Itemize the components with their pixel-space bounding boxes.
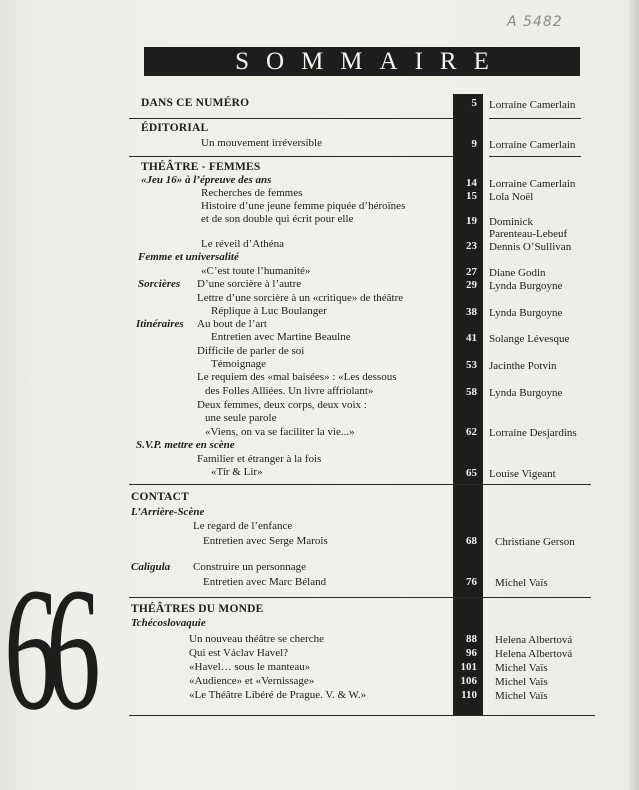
page-number: 65 — [466, 467, 477, 479]
author-name: Lorraine Desjardins — [489, 427, 577, 439]
section-divider — [489, 118, 581, 119]
section-heading-contact: CONTACT — [131, 491, 190, 503]
article-title: Lettre d’une sorcière à un «critique» de théâtre — [197, 292, 404, 304]
page-number: 41 — [466, 332, 477, 344]
article-title: Le regard de l’enfance — [193, 520, 293, 532]
page-number: 23 — [466, 240, 477, 252]
author-name: Dominick — [489, 216, 533, 228]
article-title: «Tir & Lir» — [211, 466, 263, 478]
page-number: 14 — [466, 177, 477, 189]
page-number: 110 — [461, 689, 477, 701]
article-title: Qui est Václav Havel? — [189, 647, 289, 659]
subsection-heading: Caligula — [131, 561, 171, 573]
subsection-heading: S.V.P. mettre en scène — [136, 439, 235, 451]
page-number: 15 — [466, 190, 477, 202]
article-title: «Audience» et «Vernissage» — [189, 675, 315, 687]
article-title: Entretien avec Serge Marois — [203, 535, 328, 547]
subsection-heading: L’Arrière-Scène — [131, 506, 205, 518]
subsection-heading: Tchécoslovaquie — [131, 617, 206, 629]
article-title: Entretien avec Marc Béland — [203, 576, 327, 588]
author-name: Helena Albertová — [495, 648, 573, 660]
article-title: Au bout de l’art — [197, 318, 267, 330]
subsection-heading: «Jeu 16» à l’épreuve des ans — [141, 174, 272, 186]
section-divider — [129, 118, 454, 119]
author-name: Michel Vaïs — [495, 676, 548, 688]
author-name: Michel Vaïs — [495, 577, 548, 589]
article-title: «Havel… sous le manteau» — [189, 661, 311, 673]
subsection-heading: Itinéraires — [136, 318, 184, 330]
author-name: Jacinthe Potvin — [489, 360, 557, 372]
author-name: Christiane Gerson — [495, 536, 575, 548]
article-title: Un nouveau théâtre se cherche — [189, 633, 324, 645]
page-number: 5 — [471, 97, 477, 109]
section-divider — [489, 156, 581, 157]
article-title: Deux femmes, deux corps, deux voix : — [197, 399, 367, 411]
article-title: Construire un personnage — [193, 561, 307, 573]
author-name: Parenteau-Lebeuf — [489, 228, 568, 240]
author-name: Lorraine Camerlain — [489, 139, 576, 151]
article-title: «Viens, on va se faciliter la vie...» — [205, 426, 355, 438]
page-number: 106 — [460, 675, 477, 687]
page-number: 101 — [460, 661, 477, 673]
page-number: 29 — [466, 279, 477, 291]
author-name: Solange Lévesque — [489, 333, 570, 345]
article-title: Recherches de femmes — [201, 187, 303, 199]
article-title: et de son double qui écrit pour elle — [201, 213, 354, 225]
article-title: des Folles Alliées. Un livre affriolant» — [205, 385, 374, 397]
article-title: Familier et étranger à la fois — [197, 453, 322, 465]
article-title: une seule parole — [205, 412, 277, 424]
page-number: 53 — [466, 359, 477, 371]
article-title: Histoire d’une jeune femme piquée d’héroïnes — [201, 200, 406, 212]
page-number: 88 — [466, 633, 477, 645]
article-title: Le requiem des «mal baisées» : «Les dessous — [197, 371, 397, 383]
author-name: Dennis O’Sullivan — [489, 241, 572, 253]
page-number: 68 — [466, 535, 477, 547]
article-title: «C’est toute l’humanité» — [201, 265, 311, 277]
section-divider — [129, 484, 591, 485]
article-title: Entretien avec Martine Beaulne — [211, 331, 351, 343]
page-number: 9 — [471, 138, 477, 150]
article-title: D’une sorcière à l’autre — [197, 278, 302, 290]
author-name: Louise Vigeant — [489, 468, 556, 480]
author-name: Lola Noël — [489, 191, 534, 203]
article-title: Réplique à Luc Boulanger — [211, 305, 327, 317]
page-number: 96 — [466, 647, 477, 659]
author-name: Michel Vaïs — [495, 690, 548, 702]
page-edge — [629, 0, 639, 790]
page-number: 76 — [466, 576, 477, 588]
page-number: 58 — [466, 386, 477, 398]
author-name: Michel Vaïs — [495, 662, 548, 674]
author-name: Diane Godin — [489, 267, 546, 279]
subsection-heading: Femme et universalité — [138, 251, 239, 263]
article-title: «Le Théâtre Libéré de Prague. V. & W.» — [189, 689, 367, 701]
author-name: Lynda Burgoyne — [489, 387, 563, 399]
handwritten-note: A 5482 — [507, 14, 563, 30]
article-title: Témoignage — [211, 358, 266, 370]
author-name: Lynda Burgoyne — [489, 280, 563, 292]
article-title: Le réveil d’Athéna — [201, 238, 285, 250]
author-name: Lorraine Camerlain — [489, 178, 576, 190]
page-number: 27 — [466, 266, 477, 278]
page-title: SOMMAIRE — [144, 47, 580, 76]
author-name: Lynda Burgoyne — [489, 307, 563, 319]
page-number: 62 — [466, 426, 477, 438]
author-name: Lorraine Camerlain — [489, 99, 576, 111]
issue-number: 66 — [4, 552, 89, 747]
section-divider — [129, 715, 595, 716]
section-heading-theatres-du-monde: THÉÂTRES DU MONDE — [131, 603, 264, 615]
author-name: Helena Albertová — [495, 634, 573, 646]
article-title: Un mouvement irréversible — [201, 137, 322, 149]
page-number: 19 — [466, 215, 477, 227]
section-heading-editorial: ÉDITORIAL — [141, 122, 209, 134]
subsection-heading: Sorcières — [138, 278, 181, 290]
section-heading-dans-ce-numero: DANS CE NUMÉRO — [141, 97, 250, 109]
section-heading-theatre-femmes: THÉÂTRE - FEMMES — [141, 161, 261, 173]
section-divider — [129, 156, 454, 157]
article-title: Difficile de parler de soi — [197, 345, 305, 357]
page-number: 38 — [466, 306, 477, 318]
section-divider — [129, 597, 591, 598]
